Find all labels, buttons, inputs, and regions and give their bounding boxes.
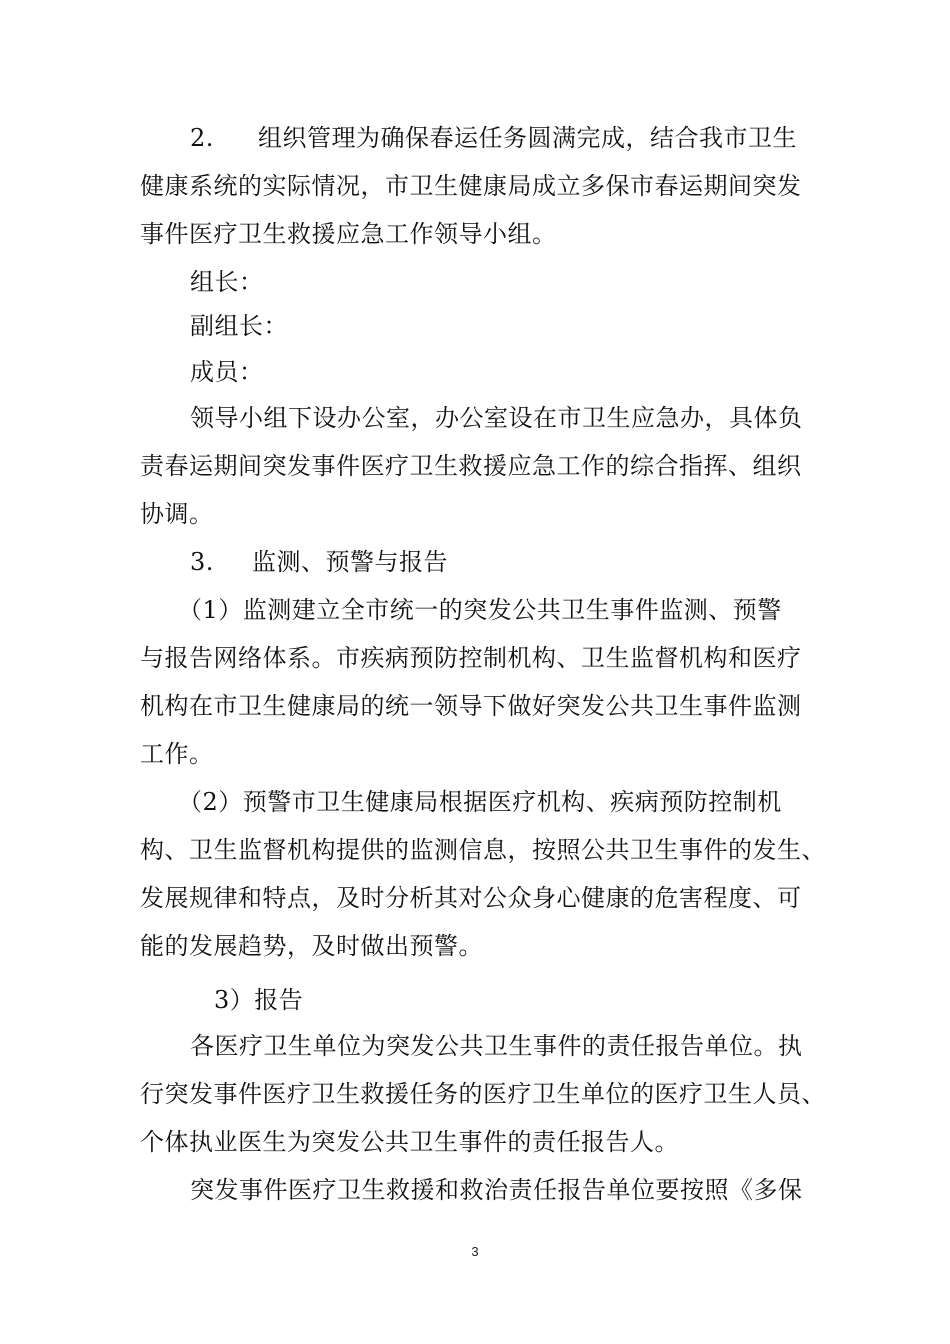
responsibility-line-1: 突发事件医疗卫生救援和救治责任报告单位要按照《多保 [190, 1176, 803, 1204]
warning-line-4: 能的发展趋势，及时做出预警。 [140, 932, 483, 960]
members-label: 成员： [190, 358, 264, 386]
report-line-2: 行突发事件医疗卫生救援任务的医疗卫生单位的医疗卫生人员、 [140, 1080, 826, 1108]
section-2-number: 2. [190, 124, 214, 152]
warning-line-3: 发展规律和特点，及时分析其对公众身心健康的危害程度、可 [140, 884, 802, 912]
report-heading: 3）报告 [214, 986, 304, 1014]
report-line-3: 个体执业医生为突发公共卫生事件的责任报告人。 [140, 1128, 679, 1156]
monitoring-line-1: （1）监测建立全市统一的突发公共卫生事件监测、预警 [178, 596, 782, 624]
office-line-3: 协调。 [140, 500, 214, 528]
section-2-heading [0, 122, 950, 154]
monitoring-line-3: 机构在市卫生健康局的统一领导下做好突发公共卫生事件监测 [140, 692, 802, 720]
section-3-number: 3. [190, 548, 214, 576]
leader-label: 组长： [190, 268, 264, 296]
monitoring-line-4: 工作。 [140, 740, 214, 768]
warning-line-2: 构、卫生监督机构提供的监测信息，按照公共卫生事件的发生、 [140, 836, 826, 864]
report-line-1: 各医疗卫生单位为突发公共卫生事件的责任报告单位。执 [190, 1032, 803, 1060]
deputy-leader-label: 副组长： [190, 312, 288, 340]
section-2-line-1: 组织管理为确保春运任务圆满完成，结合我市卫生 [258, 124, 797, 152]
warning-line-1: （2）预警市卫生健康局根据医疗机构、疾病预防控制机 [178, 788, 782, 816]
office-line-1: 领导小组下设办公室，办公室设在市卫生应急办，具体负 [190, 404, 803, 432]
section-3-title: 监测、预警与报告 [252, 548, 448, 576]
section-3-heading [0, 546, 950, 578]
office-line-2: 责春运期间突发事件医疗卫生救援应急工作的综合指挥、组织 [140, 452, 802, 480]
section-2-line-3: 事件医疗卫生救援应急工作领导小组。 [140, 220, 557, 248]
monitoring-line-2: 与报告网络体系。市疾病预防控制机构、卫生监督机构和医疗 [140, 644, 802, 672]
section-2-line-2: 健康系统的实际情况，市卫生健康局成立多保市春运期间突发 [140, 172, 802, 200]
page-number: 3 [471, 1244, 479, 1259]
